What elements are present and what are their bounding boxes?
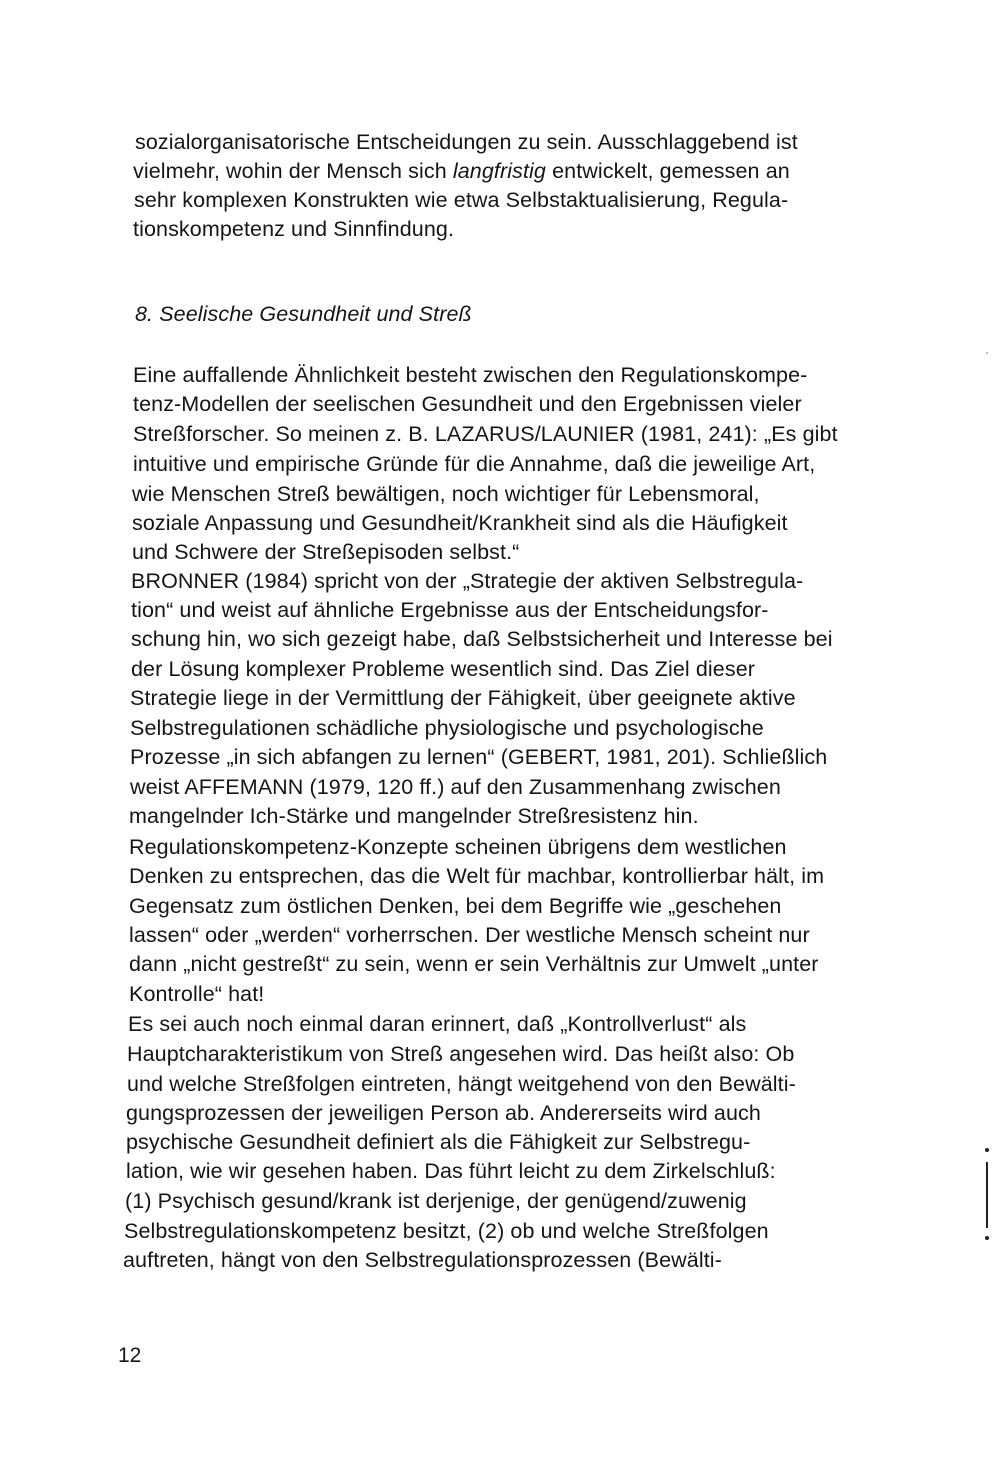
text-line: intuitive und empirische Gründe für die Annahme, daß die jeweilige Art, [133,452,816,476]
text-line: Streßforscher. So meinen z. B. LAZARUS/LAUNIER (1981, 241): „Es gibt [133,422,838,446]
margin-dot [985,1148,989,1152]
text-line: schung hin, wo sich gezeigt habe, daß Selbstsicherheit und Interesse bei [131,627,833,651]
text-line: und Schwere der Streßepisoden selbst.“ [132,540,520,564]
text-line: sehr komplexen Konstrukten wie etwa Selbstaktualisierung, Regula- [134,188,789,212]
text-line: BRONNER (1984) spricht von der „Strategie der aktiven Selbstregula- [131,569,804,593]
margin-bar [986,1162,988,1228]
margin-dot [985,1236,989,1240]
text-line: psychische Gesundheit definiert als die Fähigkeit zur Selbstregu- [126,1130,751,1154]
text-line: Strategie liege in der Vermittlung der Fähigkeit, über geeignete aktive [130,686,796,710]
text-line: weist AFFEMANN (1979, 120 ff.) auf den Zusammenhang zwischen [130,775,781,799]
text-line: der Lösung komplexer Probleme wesentlich sind. Das Ziel dieser [131,657,756,681]
text-line: Eine auffallende Ähnlichkeit besteht zwischen den Regulationskompe- [133,363,808,387]
text-segment: entwickelt, gemessen an [546,159,790,183]
text-line: gungsprozessen der jeweiligen Person ab. Andererseits wird auch [126,1101,761,1125]
text-line: Selbstregulationen schädliche physiologische und psychologische [130,716,764,740]
text-line: Prozesse „in sich abfangen zu lernen“ (GEBERT, 1981, 201). Schließlich [130,745,828,769]
text-line: wie Menschen Streß bewältigen, noch wichtiger für Lebensmoral, [132,482,760,506]
text-line: soziale Anpassung und Gesundheit/Krankheit sind als die Häufigkeit [132,511,788,535]
text-line: auftreten, hängt von den Selbstregulationsprozessen (Bewälti- [123,1248,722,1272]
text-line: dann „nicht gestreßt“ zu sein, wenn er sein Verhältnis zur Umwelt „unter [129,952,819,976]
scan-speck [986,352,988,354]
text-line: tenz-Modellen der seelischen Gesundheit und den Ergebnissen vieler [133,392,802,416]
text-line: Kontrolle“ hat! [129,982,265,1006]
text-line: sozialorganisatorische Entscheidungen zu sein. Ausschlaggebend ist [135,130,798,154]
page-number: 12 [118,1344,142,1367]
text-line: Selbstregulationskompetenz besitzt, (2) ob und welche Streßfolgen [124,1219,769,1243]
text-line: Es sei auch noch einmal daran erinnert, daß „Kontrollverlust“ als [128,1012,747,1036]
text-line: Gegensatz zum östlichen Denken, bei dem Begriffe wie „geschehen [129,894,782,918]
section-heading: 8. Seelische Gesundheit und Streß [135,302,472,326]
text-line [133,157,790,186]
text-line: mangelnder Ich-Stärke und mangelnder Streßresistenz hin. [129,804,699,828]
text-segment: vielmehr, wohin der Mensch sich [133,159,453,183]
text-line: tion“ und weist auf ähnliche Ergebnisse aus der Entscheidungsfor- [131,598,769,622]
emphasis-text: langfristig [452,159,546,183]
text-line: Regulationskompetenz-Konzepte scheinen übrigens dem westlichen [129,835,787,859]
text-line: Hauptcharakteristikum von Streß angesehen wird. Das heißt also: Ob [127,1042,795,1066]
margin-mark [983,1148,991,1244]
text-line: lation, wie wir gesehen haben. Das führt leicht zu dem Zirkelschluß: [126,1159,776,1183]
text-line: Denken zu entsprechen, das die Welt für machbar, kontrollierbar hält, im [129,864,825,888]
text-line: (1) Psychisch gesund/krank ist derjenige, der genügend/zuwenig [125,1189,747,1213]
text-line: tionskompetenz und Sinnfindung. [133,217,455,241]
text-line: und welche Streßfolgen eintreten, hängt weitgehend von den Bewälti- [127,1072,796,1096]
text-line: lassen“ oder „werden“ vorherrschen. Der westliche Mensch scheint nur [129,923,810,947]
